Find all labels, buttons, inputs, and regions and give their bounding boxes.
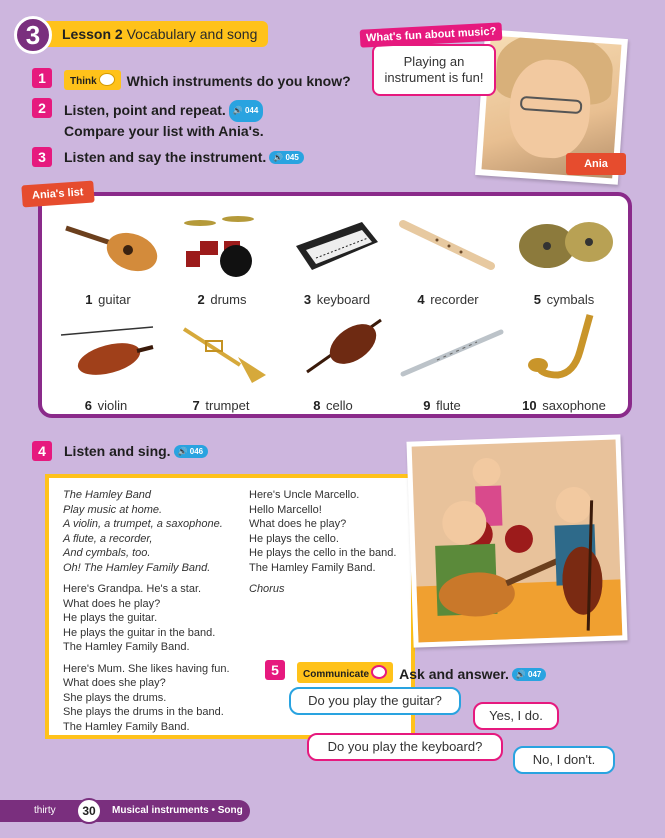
- answer-bubble-no: No, I don't.: [513, 746, 615, 774]
- task-number-2: 2: [32, 98, 52, 118]
- instrument-label-drums: 2 drums: [197, 292, 247, 307]
- page-number-word: thirty: [34, 805, 56, 816]
- communicate-tag: Communicate: [297, 662, 393, 683]
- question-bubble-keyboard: Do you play the keyboard?: [307, 733, 503, 761]
- lesson-title: Lesson 2 Vocabulary and song: [62, 26, 258, 42]
- instrument-list-box: [38, 192, 632, 418]
- flute-icon: [397, 326, 507, 381]
- trumpet-icon: [180, 321, 270, 386]
- drums-icon: [180, 211, 260, 281]
- think-tag: Think: [64, 70, 121, 90]
- audio-track-045[interactable]: 🔊 045: [269, 151, 304, 164]
- family-band-icon: [412, 439, 623, 642]
- song-chorus-label: Chorus: [249, 583, 285, 595]
- instrument-label-recorder: 4 recorder: [417, 292, 479, 307]
- lesson-header-bar: [36, 21, 268, 47]
- saxophone-icon: [520, 311, 610, 386]
- instrument-label-cymbals: 5 cymbals: [533, 292, 595, 307]
- instrument-label-flute: 9 flute: [423, 398, 461, 413]
- task-number-3: 3: [32, 147, 52, 167]
- speech-bubble-icon: [371, 665, 387, 679]
- task-5-instruction: Communicate Ask and answer. 🔊 047: [297, 662, 546, 683]
- task-2-instruction: Listen, point and repeat. 🔊 044 Compare your list with Ania's.: [64, 102, 264, 139]
- song-verse-grandpa: Here's Grandpa. He's a star. What does he play? He plays the guitar. He plays the guitar in the band. The Hamley Family Band.: [63, 583, 216, 653]
- footer-unit-title: Musical instruments • Song: [112, 805, 243, 816]
- song-verse-marcello: Here's Uncle Marcello. Hello Marcello! What does he play? He plays the cello. He plays the cello in the band. The Hamley Family Band.: [249, 489, 397, 574]
- audio-track-044[interactable]: 🔊 044: [229, 100, 264, 122]
- family-band-illustration: [406, 434, 627, 647]
- instrument-label-saxophone: 10 saxophone: [522, 398, 606, 413]
- instrument-label-trumpet: 7 trumpet: [192, 398, 250, 413]
- song-verse-mum: Here's Mum. She likes having fun. What does she play? She plays the drums. She plays the drums in the band. The Hamley Family Band.: [63, 662, 230, 733]
- cymbals-icon: [517, 214, 617, 274]
- fun-question-tag: What's fun about music?: [360, 22, 503, 47]
- instrument-label-cello: 8 cello: [313, 398, 353, 413]
- answer-bubble-yes: Yes, I do.: [473, 702, 559, 730]
- task-1-instruction: Think Which instruments do you know?: [64, 70, 351, 90]
- task-4-instruction: Listen and sing. 🔊 046: [64, 443, 208, 459]
- keyboard-icon: [292, 216, 382, 276]
- page-footer: [0, 800, 250, 822]
- ania-name-label: Ania: [566, 153, 626, 175]
- instrument-label-keyboard: 3 keyboard: [303, 292, 371, 307]
- anias-list-tag: Ania's list: [21, 181, 94, 208]
- instrument-label-guitar: 1 guitar: [85, 292, 131, 307]
- recorder-icon: [397, 216, 497, 276]
- fun-speech-bubble: Playing an instrument is fun!: [372, 44, 496, 96]
- guitar-icon: [62, 216, 162, 276]
- task-number-4: 4: [32, 441, 52, 461]
- question-bubble-guitar: Do you play the guitar?: [289, 687, 461, 715]
- instrument-label-violin: 6 violin: [84, 398, 128, 413]
- task-number-1: 1: [32, 68, 52, 88]
- task-number-5: 5: [265, 660, 285, 680]
- audio-track-046[interactable]: 🔊 046: [174, 445, 209, 458]
- song-column-right: [249, 488, 414, 604]
- audio-track-047[interactable]: 🔊 047: [512, 668, 547, 681]
- unit-number-badge: 3: [14, 16, 52, 54]
- violin-icon: [57, 321, 157, 386]
- cello-icon: [297, 316, 387, 386]
- song-chorus: The Hamley Band Play music at home. A violin, a trumpet, a saxophone. A flute, a recorder, And cymbals, too. Oh! The Hamley Family Band.: [63, 489, 223, 574]
- task-3-instruction: Listen and say the instrument. 🔊 045: [64, 149, 304, 165]
- page-number: 30: [76, 798, 102, 824]
- song-column-left: [63, 488, 253, 741]
- thought-bubble-icon: [99, 73, 115, 86]
